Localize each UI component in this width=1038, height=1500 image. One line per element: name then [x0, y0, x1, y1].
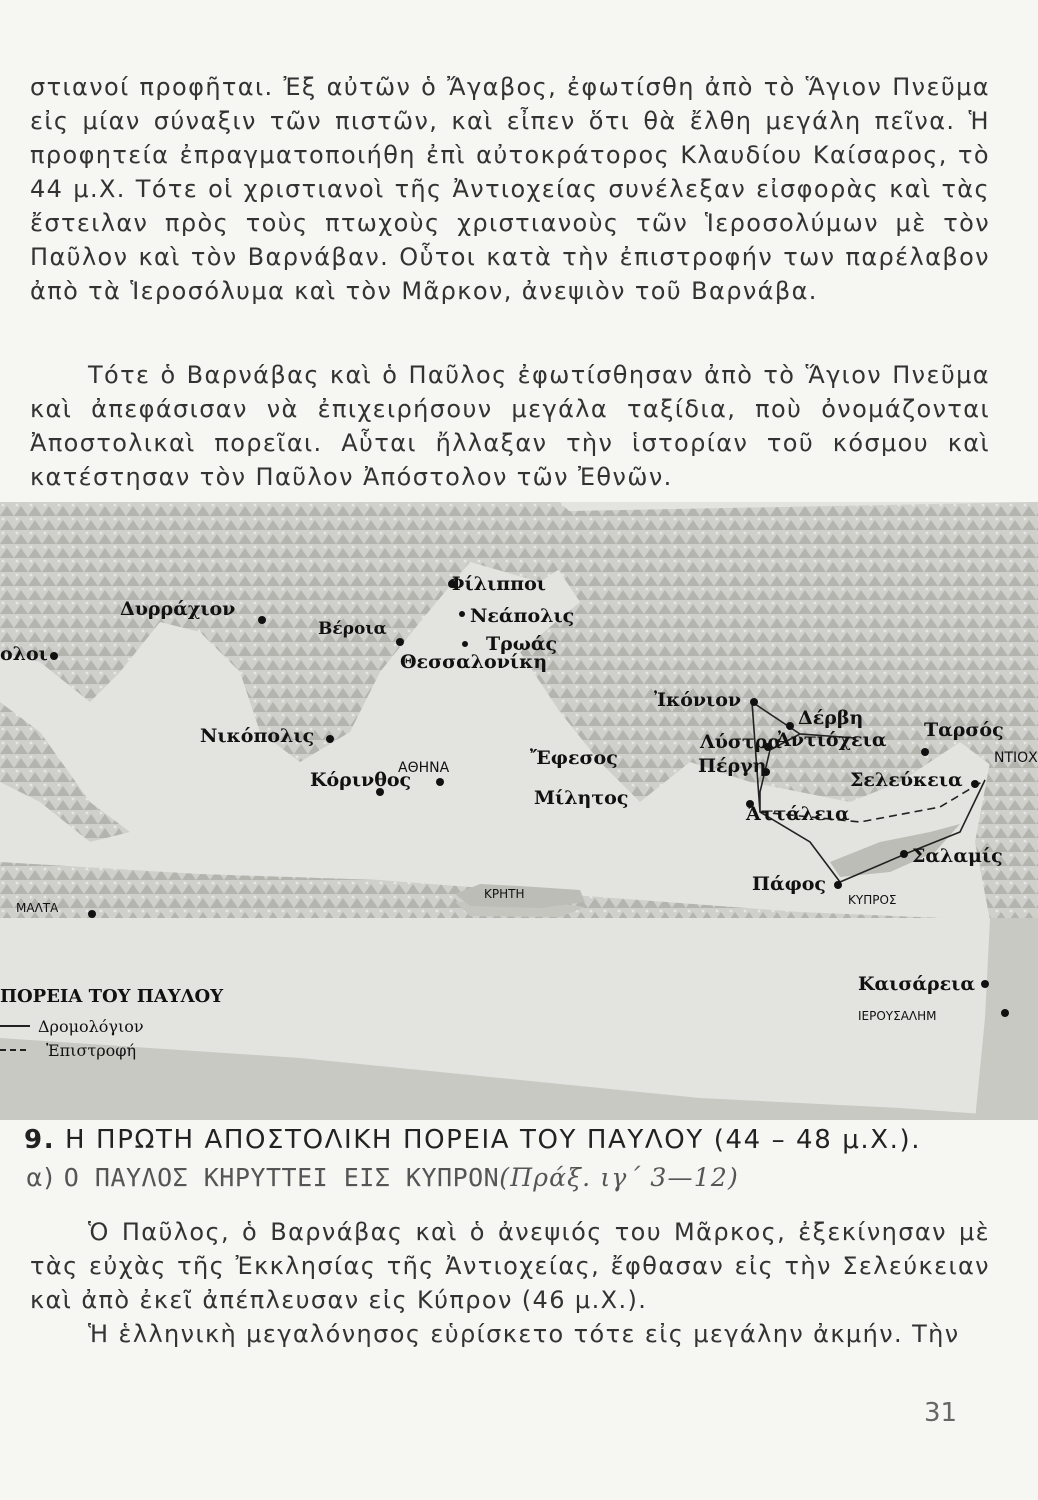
legend-item-route: Δρομολόγιον [38, 1017, 144, 1036]
label-troas: Τρωάς [486, 633, 558, 655]
label-ierousalim: ΙΕΡΟΥΣΑΛΗΜ [858, 1009, 937, 1023]
label-militos: Μίλητος [534, 787, 629, 809]
subheading-marker: α) [26, 1163, 55, 1192]
legend-item-return: Ἐπιστροφή [46, 1041, 137, 1060]
label-kaisareia: Καισάρεια [858, 973, 975, 995]
label-kriti: ΚΡΗΤΗ [484, 887, 525, 901]
subheading-reference: (Πράξ. ιγ΄ 3—12) [499, 1163, 739, 1192]
map-graphic [0, 502, 1038, 920]
label-dyrrachion: Δυρράχιον [120, 598, 236, 620]
label-partial-east: ΝΤΙΟΧ [994, 750, 1038, 766]
page-number: 31 [924, 1398, 958, 1428]
subheading-title: Ο ΠΑΥΛΟΣ ΚΗΡΥΤΤΕΙ ΕΙΣ ΚΥΠΡΟΝ [63, 1163, 500, 1192]
journeys-paragraph: Τότε ὁ Βαρνάβας καὶ ὁ Παῦλος ἐφωτίσθησαν ἀπὸ τὸ Ἅγιον Πνεῦμα καὶ ἀπεφάσισαν νὰ ἐπιχειρήσουν μεγάλα ταξίδια, ποὺ ὀνομάζονται Ἀποστολικαὶ πορεῖαι. Αὗται ἤλλαξαν τὴν ἱστορίαν τοῦ κόσμου καὶ κατέστησαν τὸν Παῦλον Ἀπόστολον τῶν Ἐθνῶν. [30, 361, 990, 491]
label-nikopolis: Νικόπολις [200, 725, 315, 747]
label-ikonion: Ἰκόνιον [654, 689, 742, 711]
label-lystra: Λύστρα [700, 731, 782, 753]
label-efesos: Ἔφεσος [530, 747, 618, 769]
label-thessaloniki: Θεσσαλονίκη [400, 651, 548, 673]
cyprus-paragraph-2: Ἡ ἑλληνικὴ μεγαλόνησος εὑρίσκετο τότε εἰς μεγάλην ἀκμήν. Τὴν [88, 1320, 960, 1348]
label-salamis: Σαλαμίς [912, 845, 1003, 867]
label-athina: ΑΘΗΝΑ [398, 760, 450, 776]
map-lower-graphic [0, 918, 1038, 1120]
label-seleukeia: Σελεύκεια [850, 769, 963, 791]
label-neapolis: Νεάπολις [470, 605, 575, 627]
label-philippoi: Φίλιπποι [448, 573, 546, 595]
cyprus-section [30, 1215, 990, 1351]
label-attaleia: Ἀττάλεια [746, 803, 850, 825]
label-pergi: Πέργη [698, 755, 767, 777]
label-kypros: ΚΥΠΡΟΣ [848, 893, 897, 907]
label-beroia: Βέροια [318, 619, 387, 639]
label-korinthos: Κόρινθος [310, 769, 412, 791]
label-pafos: Πάφος [752, 873, 826, 895]
label-derbi: Δέρβη [798, 707, 864, 729]
figure-caption-text: Η ΠΡΩΤΗ ΑΠΟΣΤΟΛΙΚΗ ΠΟΡΕΙΑ ΤΟΥ ΠΑΥΛΟΥ (44 – 48 μ.Χ.). [65, 1125, 922, 1155]
figure-caption [24, 1125, 1024, 1155]
intro-paragraph: στιανοί προφῆται. Ἐξ αὐτῶν ὁ Ἄγαβος, ἐφωτίσθη ἀπὸ τὸ Ἅγιον Πνεῦμα εἰς μίαν σύναξιν τῶν πιστῶν, καὶ εἶπεν ὅτι θὰ ἔλθη μεγάλη πεῖνα. Ἡ προφητεία ἐπραγματοποιήθη ἐπὶ αὐτοκράτορος Κλαυδίου Καίσαρος, τὸ 44 μ.Χ. Τότε οἱ χριστιανοὶ τῆς Ἀντιοχείας συνέλεξαν εἰσφορὰς καὶ τὰς ἔστειλαν πρὸς τοὺς πτωχοὺς χριστιανοὺς τῶν Ἱεροσολύμων μὲ τὸν Παῦλον καὶ τὸν Βαρνάβαν. Οὗτοι κατὰ τὴν ἐπιστροφήν των παρέλαβον ἀπὸ τὰ Ἱεροσόλυμα καὶ τὸν Μᾶρκον, ἀνεψιὸν τοῦ Βαρνάβα. [30, 73, 990, 305]
journey-map [0, 502, 1038, 920]
section-subheading [26, 1163, 1026, 1192]
label-partial-west: ολοι [0, 643, 48, 665]
legend-title: ΠΟΡΕΙΑ ΤΟΥ ΠΑΥΛΟΥ [0, 986, 224, 1007]
cyprus-paragraph: Ὁ Παῦλος, ὁ Βαρνάβας καὶ ὁ ἀνεψιός του Μᾶρκος, ἐξεκίνησαν μὲ τὰς εὐχὰς τῆς Ἐκκλησίας τῆς Ἀντιοχείας, ἔφθασαν εἰς τὴν Σελεύκειαν καὶ ἀπὸ ἐκεῖ ἀπέπλευσαν εἰς Κύπρον (46 μ.Χ.). [30, 1218, 990, 1314]
map-lower-strip [0, 918, 1038, 1120]
label-tarsos: Ταρσός [924, 719, 1004, 741]
label-malta: ΜΑΛΤΑ [16, 901, 59, 915]
figure-number: 9. [24, 1125, 56, 1155]
label-antiocheia: Ἀντιόχεια [776, 729, 887, 751]
